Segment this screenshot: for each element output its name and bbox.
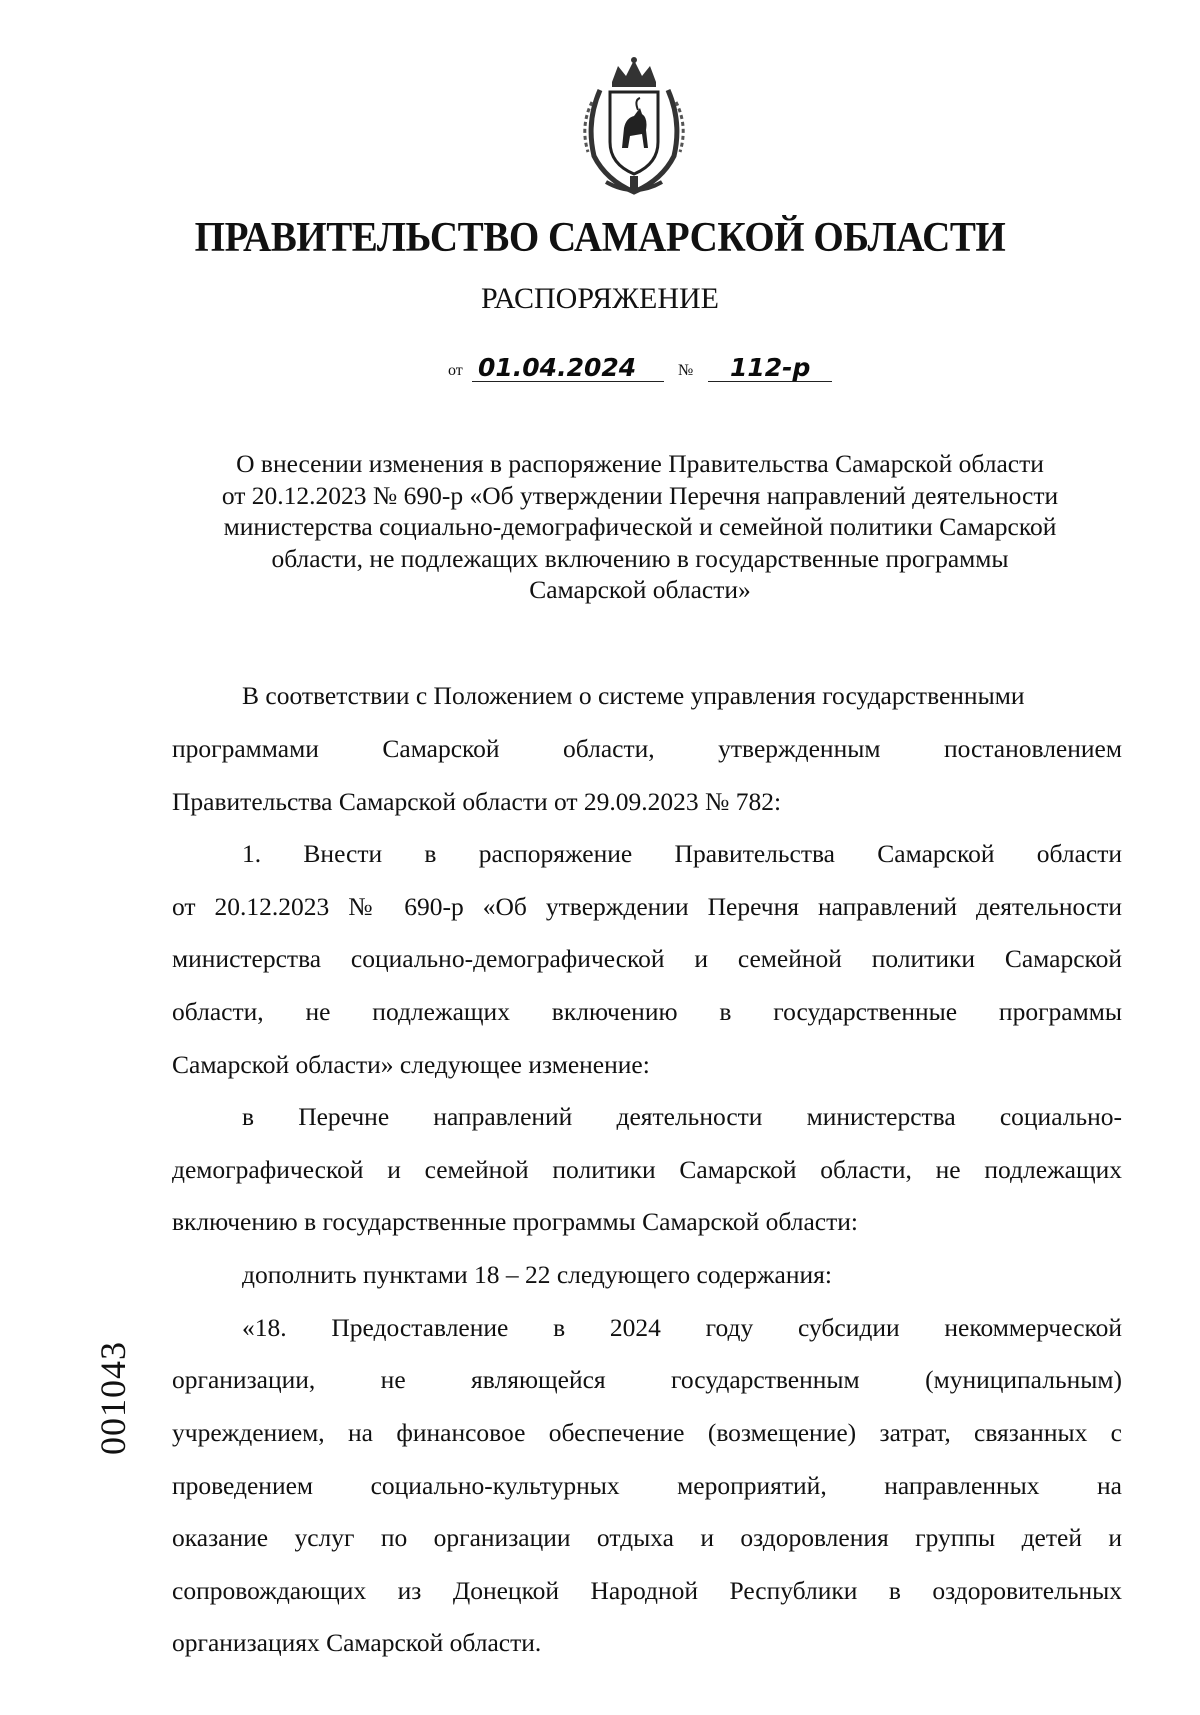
body-line: проведением социально-культурных мероприятий, направленных на [172,1471,1122,1500]
document-subject [160,448,1120,606]
body-line: демографической и семейной политики Самарской области, не подлежащих [172,1155,1122,1184]
body-line: в Перечне направлений деятельности министерства социально- [242,1102,1122,1131]
coat-of-arms-icon [572,52,696,200]
body-line: учреждением, на финансовое обеспечение (возмещение) затрат, связанных с [172,1418,1122,1447]
body-line: В соответствии с Положением о системе управления государственными [242,681,1025,710]
side-stamp-number: 001043 [93,1341,133,1455]
body-line: оказание услуг по организации отдыха и оздоровления группы детей и [172,1523,1122,1552]
date-number-line [448,350,868,390]
subject-line: Самарской области» [529,575,751,604]
body-line: от 20.12.2023 № 690-р «Об утверждении Перечня направлений деятельности [172,892,1122,921]
body-line: 1. Внести в распоряжение Правительства Самарской области [242,839,1122,868]
number-prefix: № [678,362,694,379]
body-line: включению в государственные программы Самарской области: [172,1207,858,1236]
body-line: «18. Предоставление в 2024 году субсидии некоммерческой [242,1313,1122,1342]
handwritten-number: 112-р [730,353,811,382]
date-prefix: от [448,362,463,379]
government-title: ПРАВИТЕЛЬСТВО САМАРСКОЙ ОБЛАСТИ [194,215,1006,261]
subject-line: области, не подлежащих включению в государственные программы [271,543,1009,573]
body-line: организации, не являющейся государственным (муниципальным) [172,1365,1122,1394]
body-line: Правительства Самарской области от 29.09.2023 № 782: [172,787,782,816]
body-line: дополнить пунктами 18 – 22 следующего содержания: [242,1260,832,1289]
subject-line: О внесении изменения в распоряжение Правительства Самарской области [236,449,1044,478]
body-line: организациях Самарской области. [172,1628,542,1657]
body-line: сопровождающих из Донецкой Народной Республики в оздоровительных [172,1576,1122,1605]
body-line: министерства социально-демографической и семейной политики Самарской [172,944,1122,973]
body-line: программами Самарской области, утвержденным постановлением [172,734,1122,763]
body-line: Самарской области» следующее изменение: [172,1050,650,1079]
handwritten-date: 01.04.2024 [478,353,637,382]
body-line: области, не подлежащих включению в государственные программы [172,997,1122,1026]
subject-line: министерства социально-демографической и семейной политики Самарской [223,512,1057,541]
document-type: РАСПОРЯЖЕНИЕ [480,282,720,315]
subject-line: от 20.12.2023 № 690-р «Об утверждении Перечня направлений деятельности [221,480,1059,510]
